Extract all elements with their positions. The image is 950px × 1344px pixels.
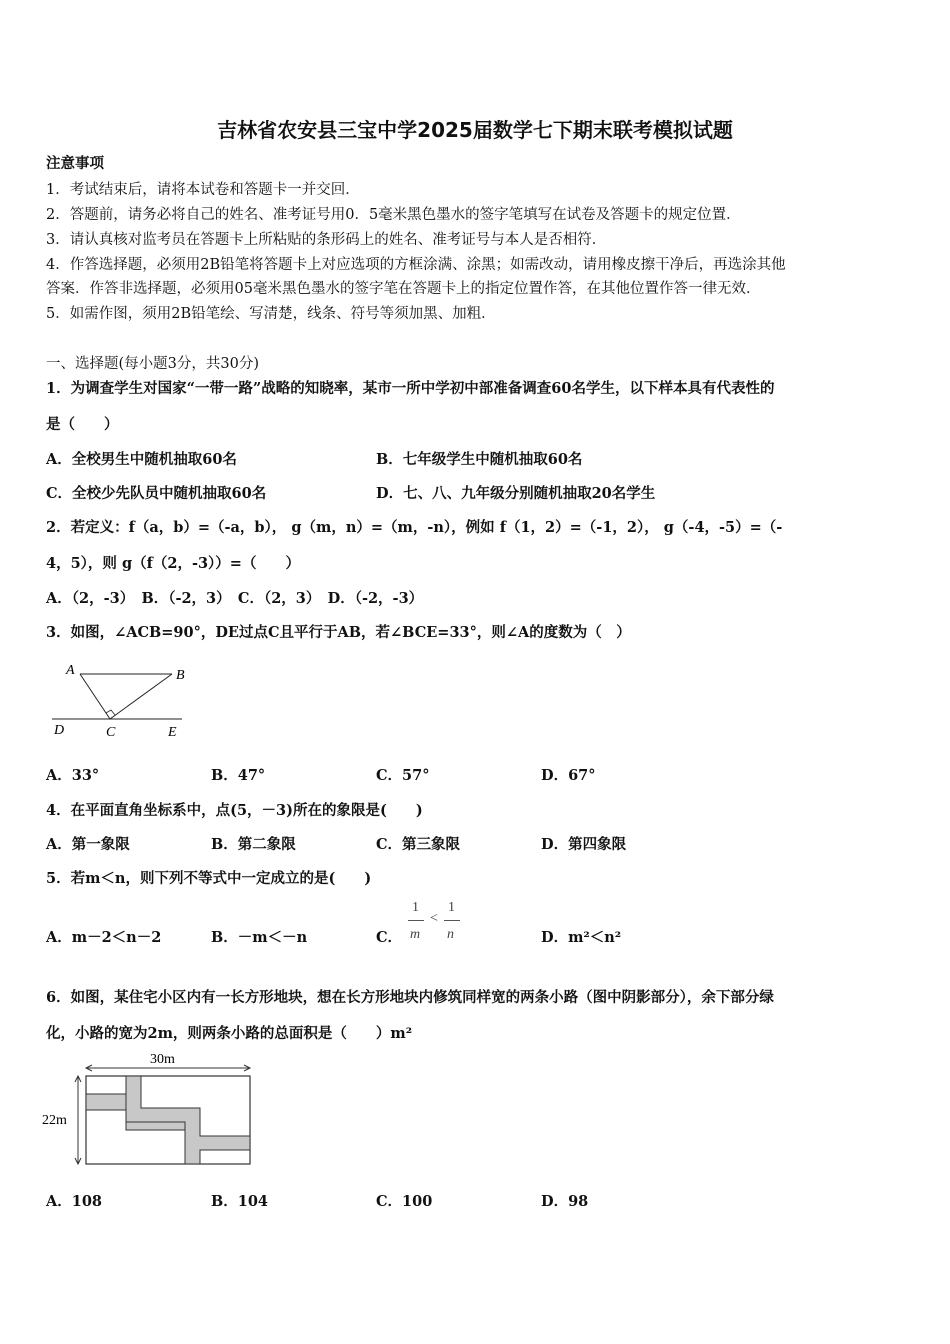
q6-figure (40, 1046, 270, 1176)
notice-item-4: 4．作答选择题，必须用2B铅笔将答题卡上对应选项的方框涂满、涂黑；如需改动，请用橡皮擦干净后，再选涂其他 (46, 257, 786, 273)
q5-option-c-label: C． (376, 929, 403, 946)
section-heading: 一、选择题(每小题3分，共30分) (46, 356, 259, 372)
q5-option-a: A．m－2＜n－2 (46, 929, 162, 946)
q6-option-a: A．108 (46, 1193, 103, 1210)
q1-stem: 1．为调查学生对国家“一带一路”战略的知晓率，某市一所中学初中部准备调查60名学生，以下样本具有代表性的 (46, 380, 775, 397)
q3-figure (44, 656, 204, 746)
q5-option-d: D．m²＜n² (541, 929, 622, 946)
q6-option-d: D．98 (541, 1193, 589, 1210)
q5-stem: 5．若m＜n，则下列不等式中一定成立的是( ) (46, 870, 372, 887)
frac2-bar (444, 920, 460, 921)
height-label: 22m (42, 1113, 67, 1128)
notice-item-2: 2．答题前，请务必将自己的姓名、准考证号用0．5毫米黑色墨水的签字笔填写在试卷及答题卡的规定位置． (46, 207, 741, 223)
q4-option-d: D．第四象限 (541, 836, 627, 853)
width-label: 30m (150, 1052, 175, 1067)
label-b: B (176, 668, 185, 683)
label-c: C (106, 725, 116, 740)
line-bc (110, 674, 172, 719)
page-title: 吉林省农安县三宝中学2025届数学七下期末联考模拟试题 (217, 118, 733, 142)
line-ac (80, 674, 110, 719)
notice-item-1: 1．考试结束后，请将本试卷和答题卡一并交回． (46, 182, 360, 198)
q2-stem: 2．若定义：f（a，b）=（-a，b）， g（m，n）=（m，-n），例如 f（1，2）=（-1，2）， g（-4，-5）=（- (46, 519, 783, 536)
q6-stem: 6．如图，某住宅小区内有一长方形地块，想在长方形地块内修筑同样宽的两条小路（图中阴影部分），余下部分绿 (46, 989, 774, 1006)
label-a: A (66, 663, 75, 678)
frac1-bar (408, 920, 424, 921)
label-d: D (54, 723, 65, 738)
q4-option-b: B．第二象限 (211, 836, 296, 853)
q5-option-b: B．－m＜－n (211, 929, 308, 946)
q1-option-b: B．七年级学生中随机抽取60名 (376, 451, 583, 468)
q6-option-b: B．104 (211, 1193, 269, 1210)
q1-option-c: C．全校少先队员中随机抽取60名 (46, 485, 267, 502)
frac-less-than: < (430, 911, 438, 926)
q3-option-d: D．67° (541, 767, 596, 784)
q3-option-a: A．33° (46, 767, 100, 784)
q4-stem: 4．在平面直角坐标系中，点(5，－3)所在的象限是( ) (46, 802, 423, 819)
q2-stem-cont: 4，5），则 g（f（2，-3））=（ ） (46, 555, 300, 572)
q6-stem-cont: 化，小路的宽为2m，则两条小路的总面积是（ ）m² (46, 1025, 413, 1042)
q1-option-d: D．七、八、九年级分别随机抽取20名学生 (376, 485, 656, 502)
q1-stem-cont: 是（ ） (46, 416, 119, 433)
frac2-numerator: 1 (448, 900, 455, 915)
q4-option-a: A．第一象限 (46, 836, 130, 853)
frac1-numerator: 1 (412, 900, 419, 915)
q3-stem: 3．如图，∠ACB=90°，DE过点C且平行于AB，若∠BCE=33°，则∠A的度数为（ ） (46, 624, 631, 641)
q4-option-c: C．第三象限 (376, 836, 461, 853)
frac1-denominator: m (410, 927, 421, 942)
q3-option-c: C．57° (376, 767, 430, 784)
label-e: E (168, 725, 177, 740)
notice-item-4-cont: 答案．作答非选择题，必须用05毫米黑色墨水的签字笔在答题卡上的指定位置作答，在其他位置作答一律无效． (46, 281, 761, 297)
notice-item-3: 3．请认真核对监考员在答题卡上所粘贴的条形码上的姓名、准考证号与本人是否相符． (46, 232, 607, 248)
notice-heading: 注意事项 (46, 155, 104, 172)
q3-option-b: B．47° (211, 767, 266, 784)
notice-item-5: 5．如需作图，须用2B铅笔绘、写清楚，线条、符号等须加黑、加粗． (46, 306, 496, 322)
frac2-denominator: n (447, 927, 454, 942)
q1-option-a: A．全校男生中随机抽取60名 (46, 451, 237, 468)
q2-options: A．（2，-3） B．（-2，3） C．（2，3） D．（-2，-3） (46, 590, 424, 607)
q6-option-c: C．100 (376, 1193, 433, 1210)
